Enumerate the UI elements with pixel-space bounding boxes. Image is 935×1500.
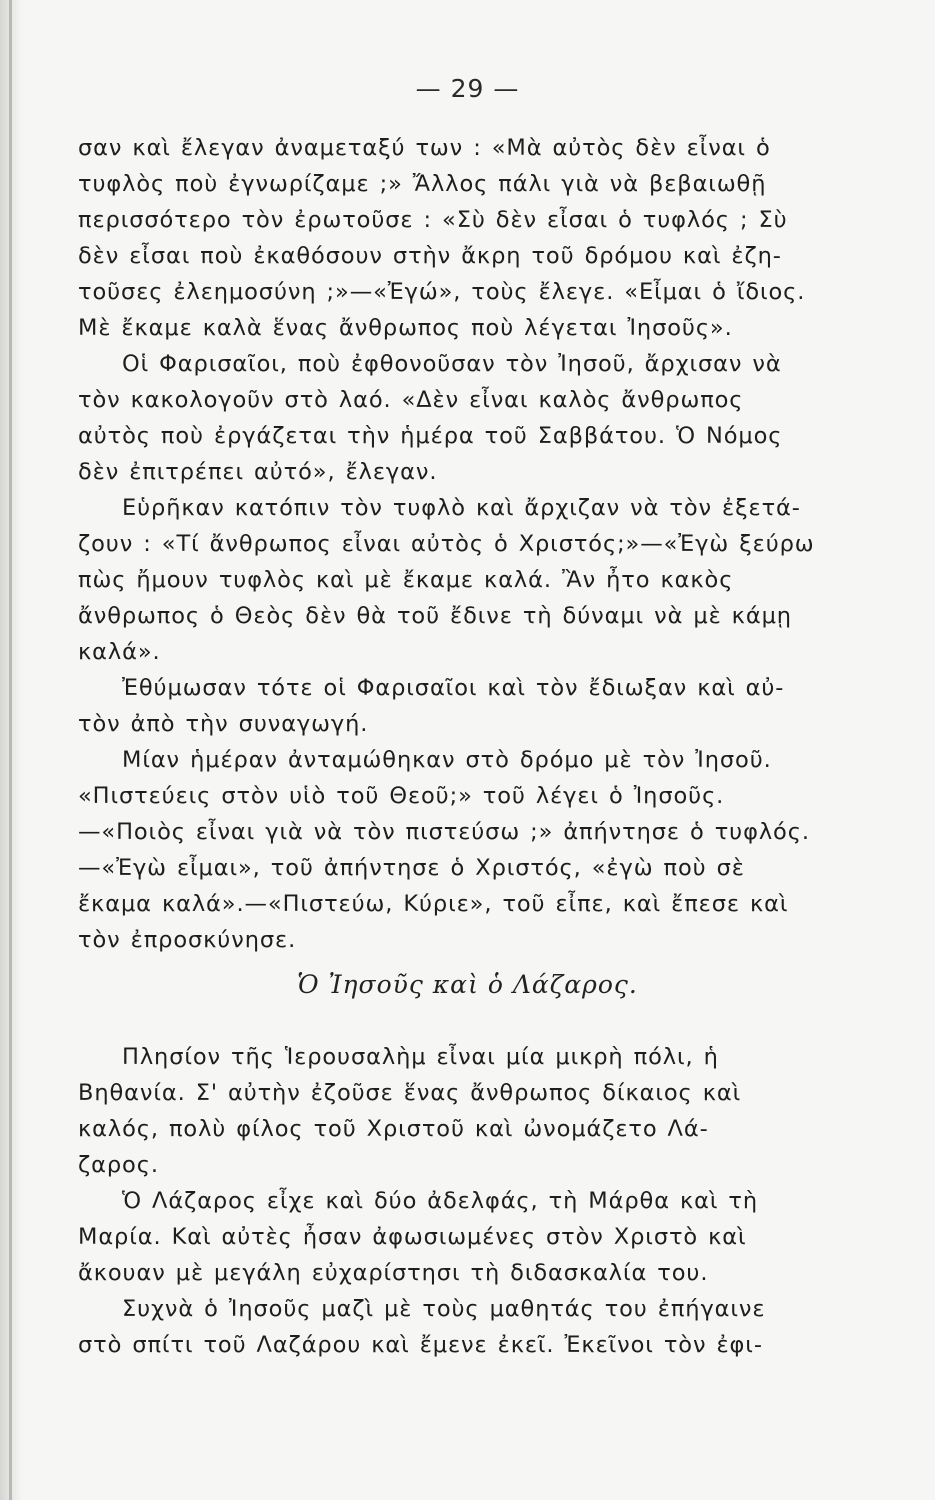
text-line: περισσότερο τὸν ἐρωτοῦσε : «Σὺ δὲν εἶσαι ὁ τυφλός ; Σὺ (78, 207, 788, 233)
text-line: τοῦσες ἐλεημοσύνη ;»—«Ἐγώ», τοὺς ἔλεγε. «Εἶμαι ὁ ἴδιος. (78, 279, 806, 305)
text-line: δὲν ἐπιτρέπει αὐτό», ἔλεγαν. (78, 459, 438, 485)
text-line: Πλησίον τῆς Ἱερουσαλὴμ εἶναι μία μικρὴ πόλι, ἡ (122, 1044, 719, 1070)
text-block-before-title (78, 130, 820, 958)
text-line: Συχνὰ ὁ Ἰησοῦς μαζὶ μὲ τοὺς μαθητάς του ἐπήγαινε (122, 1296, 766, 1322)
text-line: πὼς ἤμουν τυφλὸς καὶ μὲ ἔκαμε καλά. Ἂν ἦτο κακὸς (78, 567, 734, 593)
text-line: τὸν ἐπροσκύνησε. (78, 927, 297, 953)
text-line: Μαρία. Καὶ αὐτὲς ἦσαν ἀφωσιωμένες στὸν Χριστὸ καὶ (78, 1224, 747, 1250)
text-line: Μὲ ἔκαμε καλὰ ἕνας ἄνθρωπος ποὺ λέγεται Ἰησοῦς». (78, 315, 733, 341)
page-number: — 29 — (415, 74, 520, 103)
text-block-after-title (78, 1039, 820, 1363)
text-line: τὸν ἀπὸ τὴν συναγωγή. (78, 711, 369, 737)
text-line: Οἱ Φαρισαῖοι, ποὺ ἐφθονοῦσαν τὸν Ἰησοῦ, ἄρχισαν νὰ (122, 351, 782, 377)
text-line: Εὑρῆκαν κατόπιν τὸν τυφλὸ καὶ ἄρχιζαν νὰ τὸν ἐξετά- (122, 495, 801, 521)
text-line: ἔκαμα καλά».—«Πιστεύω, Κύριε», τοῦ εἶπε, καὶ ἔπεσε καὶ (78, 891, 789, 917)
text-line: Ἐθύμωσαν τότε οἱ Φαρισαῖοι καὶ τὸν ἔδιωξαν καὶ αὐ- (122, 675, 785, 701)
text-line: Ὁ Λάζαρος εἶχε καὶ δύο ἀδελφάς, τὴ Μάρθα καὶ τὴ (122, 1188, 759, 1214)
text-line: αὐτὸς ποὺ ἐργάζεται τὴν ἡμέρα τοῦ Σαββάτου. Ὁ Νόμος (78, 423, 783, 449)
binding-edge-line (9, 0, 12, 1500)
text-line: καλός, πολὺ φίλος τοῦ Χριστοῦ καὶ ὠνομάζετο Λά- (78, 1116, 709, 1142)
text-line: Μίαν ἡμέραν ἀνταμώθηκαν στὸ δρόμο μὲ τὸν Ἰησοῦ. (122, 747, 772, 773)
text-line: καλά». (78, 639, 161, 665)
text-line: τυφλὸς ποὺ ἐγνωρίζαμε ;» Ἄλλος πάλι γιὰ νὰ βεβαιωθῇ (78, 171, 767, 197)
text-line: —«Ἐγὼ εἶμαι», τοῦ ἀπήντησε ὁ Χριστός, «ἐγὼ ποὺ σὲ (78, 855, 745, 881)
text-line: ζουν : «Τί ἄνθρωπος εἶναι αὐτὸς ὁ Χριστός;»—«Ἐγὼ ξεύρω (78, 531, 815, 557)
text-line: σαν καὶ ἔλεγαν ἀναμεταξύ των : «Μὰ αὐτὸς δὲν εἶναι ὁ (78, 135, 771, 161)
text-line: ἄνθρωπος ὁ Θεὸς δὲν θὰ τοῦ ἔδινε τὴ δύναμι νὰ μὲ κάμῃ (78, 603, 792, 629)
text-line: «Πιστεύεις στὸν υἱὸ τοῦ Θεοῦ;» τοῦ λέγει ὁ Ἰησοῦς. (78, 783, 725, 809)
text-line: στὸ σπίτι τοῦ Λαζάρου καὶ ἔμενε ἐκεῖ. Ἐκεῖνοι τὸν ἐφι- (78, 1332, 763, 1358)
text-line: τὸν κακολογοῦν στὸ λαό. «Δὲν εἶναι καλὸς ἄνθρωπος (78, 387, 744, 413)
text-line: ζαρος. (78, 1152, 159, 1178)
text-line: δὲν εἶσαι ποὺ ἐκαθόσουν στὴν ἄκρη τοῦ δρόμου καὶ ἐζη- (78, 243, 782, 269)
text-line: ἄκουαν μὲ μεγάλη εὐχαρίστησι τὴ διδασκαλία του. (78, 1260, 709, 1286)
text-line: Βηθανία. Σ' αὐτὴν ἐζοῦσε ἕνας ἄνθρωπος δίκαιος καὶ (78, 1080, 742, 1106)
text-line: —«Ποιὸς εἶναι γιὰ νὰ τὸν πιστεύσω ;» ἀπήντησε ὁ τυφλός. (78, 819, 810, 845)
section-title: Ὁ Ἰησοῦς καὶ ὁ Λάζαρος. (297, 970, 638, 999)
